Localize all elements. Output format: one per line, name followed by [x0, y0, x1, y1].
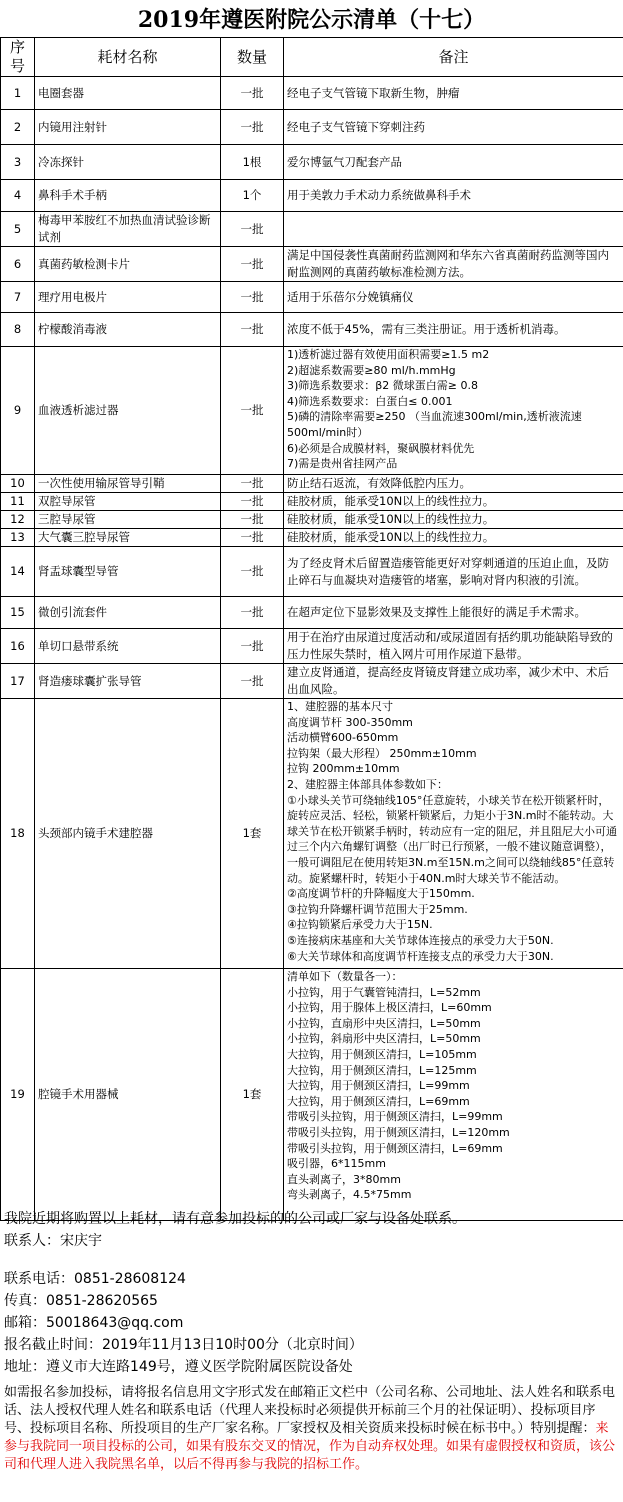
row-number: 5 [1, 212, 35, 247]
table-header-row [1, 38, 623, 77]
table-row [1, 247, 623, 282]
item-quantity: 一批 [221, 664, 284, 699]
item-quantity: 1个 [221, 180, 284, 212]
table-row [1, 597, 623, 629]
table-row [1, 145, 623, 180]
table-row [1, 212, 623, 247]
item-remark: 满足中国侵袭性真菌耐药监测网和华东六省真菌耐药监测等国内耐监测网的真菌药敏标准检测方法。 [284, 247, 623, 282]
item-name: 真菌药敏检测卡片 [35, 247, 221, 282]
contact-person: 联系人：宋庆宇 [4, 1233, 102, 1249]
notice [0, 1378, 623, 1474]
item-name: 微创引流套件 [35, 597, 221, 629]
item-remark: 浓度不低于45%，需有三类注册证。用于透析机消毒。 [284, 313, 623, 347]
footer [0, 1208, 623, 1474]
item-quantity: 一批 [221, 313, 284, 347]
table-row [1, 629, 623, 664]
table-row [1, 529, 623, 547]
item-name: 肾造瘘球囊扩张导管 [35, 664, 221, 699]
row-number: 16 [1, 629, 35, 664]
item-name: 柠檬酸消毒液 [35, 313, 221, 347]
item-quantity: 一批 [221, 475, 284, 493]
table-row [1, 77, 623, 110]
row-number: 18 [1, 699, 35, 969]
item-name: 梅毒甲苯胺红不加热血清试验诊断试剂 [35, 212, 221, 247]
item-remark: 硅胶材质，能承受10N以上的线性拉力。 [284, 493, 623, 511]
item-name: 内镜用注射针 [35, 110, 221, 145]
row-number: 1 [1, 77, 35, 110]
header-no: 序号 [1, 38, 35, 77]
item-remark: 经电子支气管镜下穿刺注药 [284, 110, 623, 145]
item-remark: 1、建腔器的基本尺寸 高度调节杆 300-350mm 活动横臂600-650mm 拉钩架（最大形程） 250mm±10mm 拉钩 200mm±10mm 2、建腔器主体部具体参数如下： ①小球头关节可绕轴线105°任意旋转，小球关节在松开锁紧杆时，旋转应灵活、轻松，锁紧杆锁紧后，力矩小于3N.m时不能转动。大球关节在松开锁紧手柄时，转动应有一定的阻尼，并且阻尼大小可通过三个内六角螺钉调整（出厂时已行预紧，一般不建议随意调整），一般可调阻尼在使用转矩3N.m至15N.m之间可以绕轴线85°任意转动。旋紧螺杆时，转矩小于40N.m时大球关节不能活动。 ②高度调节杆的升降幅度大于150mm. ③拉钩升降螺杆调节范围大于25mm. ④拉钩锁紧后承受力大于15N. ⑤连接病床基座和大关节球体连接点的承受力大于50N. ⑥大关节球体和高度调节杆连接支点的承受力大于30N. [284, 699, 623, 969]
item-name: 一次性使用输尿管导引鞘 [35, 475, 221, 493]
contact-phone: 联系电话：0851-28608124 [4, 1271, 186, 1287]
item-name: 头颈部内镜手术建腔器 [35, 699, 221, 969]
item-quantity: 1套 [221, 969, 284, 1221]
row-number: 10 [1, 475, 35, 493]
row-number: 4 [1, 180, 35, 212]
item-quantity: 一批 [221, 110, 284, 145]
table-row [1, 511, 623, 529]
item-name: 大气囊三腔导尿管 [35, 529, 221, 547]
header-qty: 数量 [221, 38, 284, 77]
table-row [1, 664, 623, 699]
row-number: 11 [1, 493, 35, 511]
item-name: 电圈套器 [35, 77, 221, 110]
item-quantity: 一批 [221, 282, 284, 313]
notice-warning: 来参与我院同一项目投标的公司，如果有股东交叉的情况，作为自动弃权处理。如果有虚假授权和资质，该公司和代理人进入我院黑名单，以后不得再参与我院的招标工作。 [4, 1421, 616, 1472]
header-remark: 备注 [284, 38, 623, 77]
item-quantity: 一批 [221, 493, 284, 511]
table-row [1, 110, 623, 145]
item-remark: 适用于乐蓓尔分娩镇痛仪 [284, 282, 623, 313]
item-quantity: 一批 [221, 77, 284, 110]
item-quantity: 一批 [221, 247, 284, 282]
item-remark: 防止结石返流，有效降低腔内压力。 [284, 475, 623, 493]
item-quantity: 一批 [221, 347, 284, 475]
row-number: 14 [1, 547, 35, 597]
item-name: 肾盂球囊型导管 [35, 547, 221, 597]
item-quantity: 1套 [221, 699, 284, 969]
row-number: 19 [1, 969, 35, 1221]
item-remark: 为了经皮肾术后留置造瘘管能更好对穿刺通道的压迫止血，及防止碎石与血凝块对造瘘管的堵塞，影响对肾内积液的引流。 [284, 547, 623, 597]
header-name: 耗材名称 [35, 38, 221, 77]
item-remark: 经电子支气管镜下取新生物，肿瘤 [284, 77, 623, 110]
item-quantity: 一批 [221, 547, 284, 597]
row-number: 2 [1, 110, 35, 145]
item-remark: 1)透析滤过器有效使用面积需要≥1.5 m2 2)超滤系数需要≥80 ml/h.mmHg 3)筛选系数要求：β2 微球蛋白需≥ 0.8 4)筛选系数要求：白蛋白≤ 0.001 5)磷的清除率需要≥250 （当血流速300ml/min,透析液流速500ml/min时） 6)必须是合成膜材料，聚砜膜材料优先 7)需是贵州省挂网产品 [284, 347, 623, 475]
item-remark: 清单如下（数量各一）： 小拉钩，用于气囊管钝清扫，L=52mm 小拉钩，用于腺体上极区清扫，L=60mm 小拉钩，直扇形中央区清扫，L=50mm 小拉钩，斜扇形中央区清扫，L=50mm 大拉钩，用于侧颈区清扫，L=105mm 大拉钩，用于侧颈区清扫，L=125mm 大拉钩，用于侧颈区清扫，L=99mm 大拉钩，用于侧颈区清扫，L=69mm 带吸引头拉钩，用于侧颈区清扫，L=99mm 带吸引头拉钩，用于侧颈区清扫，L=120mm 带吸引头拉钩，用于侧颈区清扫，L=69mm 吸引器，6*115mm 直头剥离子，3*80mm 弯头剥离子，4.5*75mm [284, 969, 623, 1221]
items-table [0, 37, 623, 1221]
table-row [1, 969, 623, 1221]
address: 地址：遵义市大连路149号，遵义医学院附属医院设备处 [4, 1359, 353, 1375]
row-number: 15 [1, 597, 35, 629]
item-remark: 在超声定位下显影效果及支撑性上能很好的满足手术需求。 [284, 597, 623, 629]
deadline: 报名截止时间：2019年11月13日10时00分（北京时间） [4, 1337, 363, 1353]
item-quantity: 一批 [221, 511, 284, 529]
item-remark: 硅胶材质，能承受10N以上的线性拉力。 [284, 511, 623, 529]
table-row [1, 699, 623, 969]
row-number: 3 [1, 145, 35, 180]
item-name: 鼻科手术手柄 [35, 180, 221, 212]
table-row [1, 493, 623, 511]
footer-intro: 我院近期将购置以上耗材，请有意参加投标的的公司或厂家与设备处联系。 [4, 1211, 466, 1227]
row-number: 12 [1, 511, 35, 529]
item-quantity: 一批 [221, 212, 284, 247]
table-row [1, 282, 623, 313]
item-quantity: 一批 [221, 597, 284, 629]
table-row [1, 180, 623, 212]
table-row [1, 347, 623, 475]
row-number: 17 [1, 664, 35, 699]
notice-text: 如需报名参加投标，请将报名信息用文字形式发在邮箱正文栏中（公司名称、公司地址、法人姓名和联系电话、法人授权代理人姓名和联系电话（代理人来投标时必须提供开标前三个月的社保证明）、投标项目序号、投标项目名称、所投项目的生产厂家名称。厂家授权及相关资质来投标时候在标书中。）特别提醒： [4, 1385, 616, 1436]
item-quantity: 1根 [221, 145, 284, 180]
item-remark: 用于在治疗由尿道过度活动和/或尿道固有括约肌功能缺陷导致的压力性尿失禁时，植入网片可用作尿道下悬带。 [284, 629, 623, 664]
table-row [1, 547, 623, 597]
row-number: 9 [1, 347, 35, 475]
item-remark [284, 212, 623, 247]
item-remark: 硅胶材质，能承受10N以上的线性拉力。 [284, 529, 623, 547]
table-row [1, 475, 623, 493]
item-name: 血液透析滤过器 [35, 347, 221, 475]
item-name: 腔镜手术用器械 [35, 969, 221, 1221]
contact-email: 邮箱：50018643@qq.com [4, 1315, 184, 1331]
item-remark: 爱尔博氩气刀配套产品 [284, 145, 623, 180]
item-name: 单切口悬带系统 [35, 629, 221, 664]
item-remark: 用于美敦力手术动力系统做鼻科手术 [284, 180, 623, 212]
item-name: 冷冻探针 [35, 145, 221, 180]
row-number: 8 [1, 313, 35, 347]
table-row [1, 313, 623, 347]
contact-fax: 传真：0851-28620565 [4, 1293, 158, 1309]
row-number: 7 [1, 282, 35, 313]
item-quantity: 一批 [221, 529, 284, 547]
item-remark: 建立皮肾通道，提高经皮肾镜皮肾建立成功率，减少术中、术后出血风险。 [284, 664, 623, 699]
item-name: 三腔导尿管 [35, 511, 221, 529]
page-title: 2019年遵医附院公示清单（十七） [137, 7, 486, 33]
row-number: 6 [1, 247, 35, 282]
row-number: 13 [1, 529, 35, 547]
item-quantity: 一批 [221, 629, 284, 664]
item-name: 理疗用电极片 [35, 282, 221, 313]
item-name: 双腔导尿管 [35, 493, 221, 511]
